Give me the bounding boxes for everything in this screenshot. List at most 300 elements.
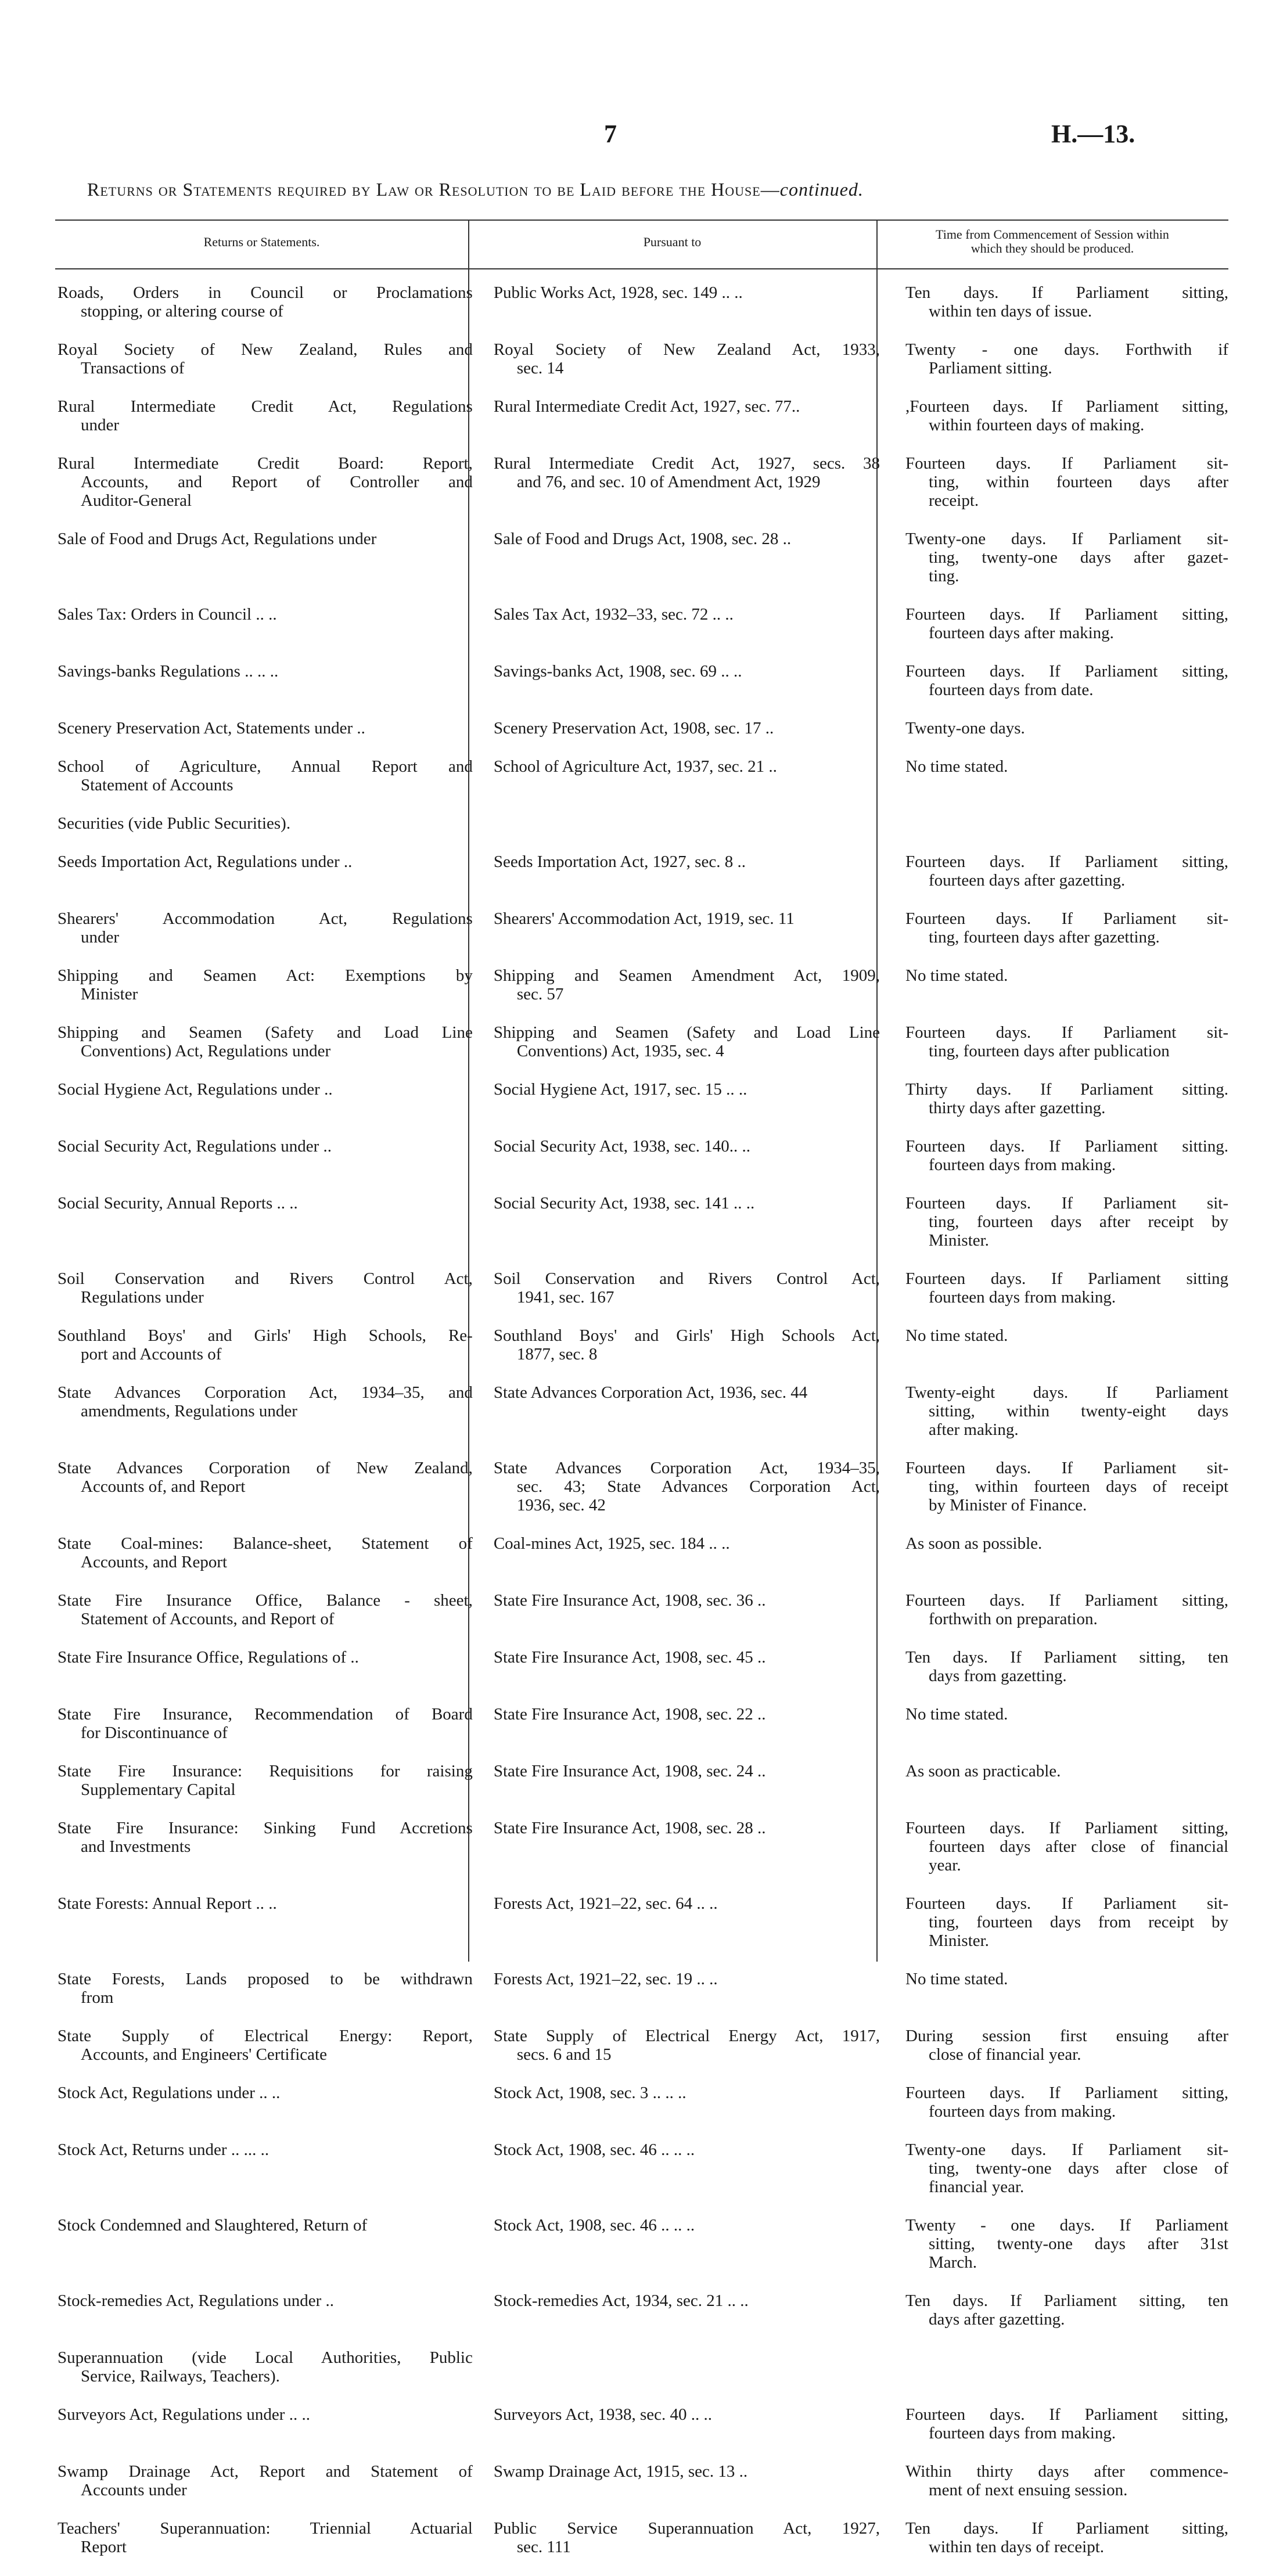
cell-line: State Fire Insurance, Recommendation of Board xyxy=(57,1705,473,1724)
pursuant-cell xyxy=(494,340,880,397)
returns-cell xyxy=(55,1648,473,1705)
cell-line: State Fire Insurance Office, Regulations of .. xyxy=(57,1648,359,1667)
returns-cell xyxy=(55,2462,473,2519)
returns-cell xyxy=(55,909,473,966)
cell-line: fourteen days after gazetting. xyxy=(929,871,1126,890)
cell-line: State Fire Insurance: Sinking Fund Accretions xyxy=(57,1819,473,1837)
returns-cell xyxy=(55,530,473,605)
time-cell xyxy=(905,2140,1228,2216)
cell-line: Auditor-General xyxy=(81,491,192,510)
cell-line: ting, twenty-one days after gazet- xyxy=(929,548,1228,567)
column-header-time xyxy=(876,228,1228,256)
time-cell xyxy=(905,605,1228,662)
cell-line: Ten days. If Parliament sitting, ten xyxy=(905,2291,1228,2310)
time-cell xyxy=(905,1080,1228,1137)
time-cell xyxy=(905,530,1228,605)
returns-cell xyxy=(55,1819,473,1894)
document-reference: H.—13. xyxy=(1051,120,1135,148)
returns-cell xyxy=(55,2027,473,2084)
cell-line: Southland Boys' and Girls' High Schools, Re- xyxy=(57,1326,473,1345)
table-row xyxy=(55,757,1228,814)
cell-line: Rural Intermediate Credit Act, Regulations xyxy=(57,397,473,416)
cell-line: amendments, Regulations under xyxy=(81,1402,297,1420)
time-cell xyxy=(905,2405,1228,2462)
returns-cell xyxy=(55,852,473,909)
pursuant-cell xyxy=(494,2405,880,2462)
cell-line: Seeds Importation Act, 1927, sec. 8 .. xyxy=(493,852,746,871)
returns-cell xyxy=(55,2291,473,2348)
cell-line: ting. xyxy=(929,567,959,585)
cell-line: financial year. xyxy=(929,2178,1025,2196)
cell-line: During session first ensuing after xyxy=(905,2027,1228,2045)
cell-line: Stock Act, Regulations under .. .. xyxy=(57,2084,281,2102)
cell-line: sec. 14 xyxy=(516,359,564,377)
table-row xyxy=(55,2216,1228,2291)
table-row xyxy=(55,852,1228,909)
cell-line: Rural Intermediate Credit Act, 1927, secs. 38 xyxy=(493,454,880,473)
time-cell xyxy=(905,397,1228,454)
pursuant-cell xyxy=(494,662,880,719)
cell-line: Sales Tax Act, 1932–33, sec. 72 .. .. xyxy=(493,605,734,624)
returns-cell xyxy=(55,283,473,340)
pursuant-cell xyxy=(494,1534,880,1591)
cell-line: Superannuation (vide Local Authorities, Public xyxy=(57,2348,473,2367)
cell-line: Minister xyxy=(81,985,138,1003)
table-row xyxy=(55,1648,1228,1705)
returns-cell xyxy=(55,1894,473,1970)
time-cell xyxy=(905,757,1228,814)
table-row xyxy=(55,1705,1228,1762)
cell-line: year. xyxy=(929,1856,961,1875)
pursuant-cell xyxy=(494,397,880,454)
cell-line: Sale of Food and Drugs Act, Regulations under xyxy=(57,530,377,548)
cell-line: fourteen days from making. xyxy=(929,2424,1116,2442)
cell-line: sitting, within twenty-eight days xyxy=(929,1402,1228,1420)
time-cell xyxy=(905,1534,1228,1591)
returns-cell xyxy=(55,814,473,852)
cell-line: Regulations under xyxy=(81,1288,204,1307)
time-cell xyxy=(905,1762,1228,1819)
cell-line: No time stated. xyxy=(905,1970,1008,1988)
pursuant-cell xyxy=(494,814,880,852)
table-row xyxy=(55,1023,1228,1080)
cell-line: Accounts of, and Report xyxy=(81,1477,246,1496)
time-cell xyxy=(905,814,1228,852)
cell-line: under xyxy=(81,416,120,434)
cell-line: fourteen days after making. xyxy=(929,624,1114,642)
pursuant-cell xyxy=(494,1383,880,1459)
returns-cell xyxy=(55,2519,473,2576)
cell-line: receipt. xyxy=(929,491,979,510)
cell-line: sec. 111 xyxy=(516,2538,571,2556)
column-header-time-line2: which they should be produced. xyxy=(971,241,1134,256)
pursuant-cell xyxy=(494,2216,880,2291)
cell-line: 1941, sec. 167 xyxy=(516,1288,614,1307)
cell-line: ting, fourteen days after receipt by xyxy=(929,1213,1228,1231)
returns-cell xyxy=(55,757,473,814)
cell-line: Roads, Orders in Council or Proclamations xyxy=(57,283,473,302)
returns-cell xyxy=(55,1459,473,1534)
cell-line: Royal Society of New Zealand Act, 1933, xyxy=(493,340,880,359)
cell-line: days from gazetting. xyxy=(929,1667,1067,1685)
cell-line: Southland Boys' and Girls' High Schools Act, xyxy=(493,1326,880,1345)
table-row xyxy=(55,605,1228,662)
time-cell xyxy=(905,1269,1228,1326)
cell-line: Stock Act, 1908, sec. 46 .. .. .. xyxy=(493,2216,695,2235)
cell-line: State Coal-mines: Balance-sheet, Statement of xyxy=(57,1534,473,1553)
time-cell xyxy=(905,1819,1228,1894)
table-row xyxy=(55,909,1228,966)
cell-line: Fourteen days. If Parliament sitting, xyxy=(905,2405,1228,2424)
cell-line: As soon as practicable. xyxy=(905,1762,1061,1780)
cell-line: Minister. xyxy=(929,1931,989,1950)
cell-line: Seeds Importation Act, Regulations under .. xyxy=(57,852,353,871)
table-row xyxy=(55,1762,1228,1819)
cell-line: Within thirty days after commence- xyxy=(905,2462,1228,2481)
table-row xyxy=(55,1326,1228,1383)
cell-line: School of Agriculture, Annual Report and xyxy=(57,757,473,776)
cell-line: ting, fourteen days after gazetting. xyxy=(929,928,1160,947)
pursuant-cell xyxy=(494,1705,880,1762)
cell-line: close of financial year. xyxy=(929,2045,1081,2064)
cell-line: Fourteen days. If Parliament sitting, xyxy=(905,2084,1228,2102)
pursuant-cell xyxy=(494,2348,880,2405)
time-cell xyxy=(905,2291,1228,2348)
time-cell xyxy=(905,1591,1228,1648)
cell-line: Statement of Accounts, and Report of xyxy=(81,1610,335,1628)
cell-line: Social Security Act, 1938, sec. 140.. .. xyxy=(493,1137,751,1156)
pursuant-cell xyxy=(494,1137,880,1194)
cell-line: State Fire Insurance Act, 1908, sec. 36 .. xyxy=(493,1591,766,1610)
pursuant-cell xyxy=(494,605,880,662)
returns-cell xyxy=(55,1705,473,1762)
table-row xyxy=(55,454,1228,530)
cell-line: Conventions) Act, 1935, sec. 4 xyxy=(516,1042,724,1060)
cell-line: fourteen days from making. xyxy=(929,2102,1116,2121)
table-row xyxy=(55,340,1228,397)
pursuant-cell xyxy=(494,1970,880,2027)
cell-line: Fourteen days. If Parliament sit- xyxy=(905,1459,1228,1477)
returns-cell xyxy=(55,719,473,757)
table-row xyxy=(55,1080,1228,1137)
pursuant-cell xyxy=(494,2140,880,2216)
cell-line: forthwith on preparation. xyxy=(929,1610,1098,1628)
table-row xyxy=(55,2348,1228,2405)
cell-line: Stock Act, Returns under .. ... .. xyxy=(57,2140,269,2159)
returns-cell xyxy=(55,1137,473,1194)
cell-line: Accounts, and Engineers' Certificate xyxy=(81,2045,327,2064)
cell-line: Fourteen days. If Parliament sit- xyxy=(905,1194,1228,1213)
pursuant-cell xyxy=(494,909,880,966)
cell-line: Fourteen days. If Parliament sit- xyxy=(905,1023,1228,1042)
cell-line: No time stated. xyxy=(905,1326,1008,1345)
cell-line: Stock Act, 1908, sec. 3 .. .. .. xyxy=(493,2084,686,2102)
time-cell xyxy=(905,1383,1228,1459)
cell-line: Accounts, and Report of Controller and xyxy=(81,473,473,491)
pursuant-cell xyxy=(494,2027,880,2084)
cell-line: Shipping and Seamen Act: Exemptions by xyxy=(57,966,473,985)
table-row xyxy=(55,397,1228,454)
table-row xyxy=(55,2405,1228,2462)
cell-line: Social Hygiene Act, Regulations under .. xyxy=(57,1080,333,1099)
cell-line: Accounts under xyxy=(81,2481,187,2499)
cell-line: Social Security, Annual Reports .. .. xyxy=(57,1194,298,1213)
time-cell xyxy=(905,1023,1228,1080)
returns-cell xyxy=(55,1194,473,1269)
cell-line: Sale of Food and Drugs Act, 1908, sec. 28 .. xyxy=(493,530,792,548)
returns-cell xyxy=(55,1534,473,1591)
cell-line: 1877, sec. 8 xyxy=(516,1345,598,1363)
pursuant-cell xyxy=(494,2462,880,2519)
returns-cell xyxy=(55,1269,473,1326)
cell-line: port and Accounts of xyxy=(81,1345,222,1363)
returns-cell xyxy=(55,1762,473,1819)
cell-line: Rural Intermediate Credit Board: Report, xyxy=(57,454,473,473)
table-row xyxy=(55,662,1228,719)
cell-line: State Supply of Electrical Energy Act, 1917, xyxy=(493,2027,880,2045)
cell-line: Shipping and Seamen (Safety and Load Line xyxy=(57,1023,473,1042)
cell-line: Swamp Drainage Act, Report and Statement of xyxy=(57,2462,473,2481)
cell-line: within fourteen days of making. xyxy=(929,416,1145,434)
pursuant-cell xyxy=(494,1894,880,1970)
table-row xyxy=(55,283,1228,340)
table-row xyxy=(55,2140,1228,2216)
cell-line: State Forests: Annual Report .. .. xyxy=(57,1894,277,1913)
time-cell xyxy=(905,852,1228,909)
table-row xyxy=(55,530,1228,605)
returns-cell xyxy=(55,1591,473,1648)
time-cell xyxy=(905,909,1228,966)
cell-line: Soil Conservation and Rivers Control Act, xyxy=(493,1269,880,1288)
table-row xyxy=(55,1194,1228,1269)
cell-line: Social Security Act, Regulations under .. xyxy=(57,1137,332,1156)
cell-line: Minister. xyxy=(929,1231,989,1250)
time-cell xyxy=(905,719,1228,757)
cell-line: Ten days. If Parliament sitting, xyxy=(905,2519,1228,2538)
cell-line: fourteen days after close of financial xyxy=(929,1837,1228,1856)
time-cell xyxy=(905,1459,1228,1534)
time-cell xyxy=(905,283,1228,340)
cell-line: Service, Railways, Teachers). xyxy=(81,2367,280,2386)
table-row xyxy=(55,2027,1228,2084)
cell-line: Royal Society of New Zealand, Rules and xyxy=(57,340,473,359)
cell-line: State Advances Corporation Act, 1936, sec. 44 xyxy=(493,1383,808,1402)
cell-line: Ten days. If Parliament sitting, xyxy=(905,283,1228,302)
cell-line: Scenery Preservation Act, 1908, sec. 17 .. xyxy=(493,719,774,737)
returns-cell xyxy=(55,454,473,530)
cell-line: Stock Act, 1908, sec. 46 .. .. .. xyxy=(493,2140,695,2159)
time-cell xyxy=(905,2216,1228,2291)
column-header-returns: Returns or Statements. xyxy=(203,235,320,249)
time-cell xyxy=(905,340,1228,397)
cell-line: Sales Tax: Orders in Council .. .. xyxy=(57,605,277,624)
cell-line: by Minister of Finance. xyxy=(929,1496,1087,1514)
pursuant-cell xyxy=(494,757,880,814)
returns-cell xyxy=(55,2405,473,2462)
cell-line: Public Works Act, 1928, sec. 149 .. .. xyxy=(493,283,743,302)
returns-cell xyxy=(55,966,473,1023)
table-row xyxy=(55,966,1228,1023)
pursuant-cell xyxy=(494,1459,880,1534)
page-title xyxy=(87,179,1191,200)
cell-line: fourteen days from making. xyxy=(929,1288,1116,1307)
returns-cell xyxy=(55,1080,473,1137)
cell-line: Shipping and Seamen Amendment Act, 1909, xyxy=(493,966,880,985)
header-bottom-rule xyxy=(55,268,1228,269)
title-main: Returns or Statements required by Law or Resolution to be Laid before the House— xyxy=(87,179,780,200)
time-cell xyxy=(905,662,1228,719)
time-cell xyxy=(905,454,1228,530)
cell-line: State Fire Insurance Act, 1908, sec. 28 .. xyxy=(493,1819,766,1837)
cell-line: Statement of Accounts xyxy=(81,776,233,794)
cell-line: within ten days of receipt. xyxy=(929,2538,1105,2556)
returns-cell xyxy=(55,340,473,397)
pursuant-cell xyxy=(494,1591,880,1648)
cell-line: Swamp Drainage Act, 1915, sec. 13 .. xyxy=(493,2462,748,2481)
cell-line: Soil Conservation and Rivers Control Act, xyxy=(57,1269,473,1288)
cell-line: Coal-mines Act, 1925, sec. 184 .. .. xyxy=(493,1534,730,1553)
cell-line: Transactions of xyxy=(81,359,185,377)
table-row xyxy=(55,1534,1228,1591)
returns-cell xyxy=(55,2084,473,2140)
cell-line: ting, within fourteen days after xyxy=(929,473,1228,491)
cell-line: Fourteen days. If Parliament sitting, xyxy=(905,1819,1228,1837)
pursuant-cell xyxy=(494,1819,880,1894)
cell-line: State Advances Corporation Act, 1934–35, xyxy=(493,1459,880,1477)
cell-line: Fourteen days. If Parliament sit- xyxy=(905,454,1228,473)
cell-line: Twenty-one days. If Parliament sit- xyxy=(905,2140,1228,2159)
cell-line: ting, fourteen days after publication xyxy=(929,1042,1170,1060)
cell-line: Fourteen days. If Parliament sitting xyxy=(905,1269,1228,1288)
table-row xyxy=(55,1383,1228,1459)
cell-line: Twenty - one days. Forthwith if xyxy=(905,340,1228,359)
cell-line: sec. 57 xyxy=(516,985,564,1003)
time-cell xyxy=(905,966,1228,1023)
pursuant-cell xyxy=(494,1326,880,1383)
returns-cell xyxy=(55,1383,473,1459)
table-row xyxy=(55,1137,1228,1194)
cell-line: thirty days after gazetting. xyxy=(929,1099,1106,1117)
returns-cell xyxy=(55,2216,473,2291)
returns-cell xyxy=(55,605,473,662)
cell-line: State Fire Insurance Act, 1908, sec. 24 .. xyxy=(493,1762,766,1780)
cell-line: State Fire Insurance: Requisitions for raising xyxy=(57,1762,473,1780)
pursuant-cell xyxy=(494,2084,880,2140)
pursuant-cell xyxy=(494,852,880,909)
pursuant-cell xyxy=(494,1080,880,1137)
cell-line: sitting, twenty-one days after 31st xyxy=(929,2235,1228,2253)
page-number: 7 xyxy=(604,120,617,148)
returns-cell xyxy=(55,662,473,719)
table-row xyxy=(55,719,1228,757)
cell-line: Twenty-one days. If Parliament sit- xyxy=(905,530,1228,548)
cell-line: State Fire Insurance Act, 1908, sec. 45 .. xyxy=(493,1648,766,1667)
cell-line: days after gazetting. xyxy=(929,2310,1065,2329)
table-row xyxy=(55,1269,1228,1326)
cell-line: State Fire Insurance Act, 1908, sec. 22 .. xyxy=(493,1705,766,1724)
cell-line: Rural Intermediate Credit Act, 1927, sec. 77.. xyxy=(493,397,800,416)
cell-line: State Fire Insurance Office, Balance - sheet, xyxy=(57,1591,473,1610)
time-cell xyxy=(905,1326,1228,1383)
time-cell xyxy=(905,2462,1228,2519)
cell-line: Ten days. If Parliament sitting, ten xyxy=(905,1648,1228,1667)
cell-line: Parliament sitting. xyxy=(929,359,1052,377)
cell-line: Twenty - one days. If Parliament xyxy=(905,2216,1228,2235)
cell-line: Thirty days. If Parliament sitting. xyxy=(905,1080,1228,1099)
time-cell xyxy=(905,2027,1228,2084)
table-row xyxy=(55,2084,1228,2140)
cell-line: Surveyors Act, 1938, sec. 40 .. .. xyxy=(493,2405,712,2424)
cell-line: for Discontinuance of xyxy=(81,1724,228,1742)
cell-line: No time stated. xyxy=(905,757,1008,776)
time-cell xyxy=(905,1705,1228,1762)
cell-line: ting, twenty-one days after close of xyxy=(929,2159,1228,2178)
pursuant-cell xyxy=(494,1194,880,1269)
pursuant-cell xyxy=(494,2519,880,2576)
cell-line: ,Fourteen days. If Parliament sitting, xyxy=(905,397,1228,416)
cell-line: State Forests, Lands proposed to be withdrawn xyxy=(57,1970,473,1988)
cell-line: Stock-remedies Act, Regulations under .. xyxy=(57,2291,334,2310)
cell-line: Surveyors Act, Regulations under .. .. xyxy=(57,2405,310,2424)
time-cell xyxy=(905,1194,1228,1269)
cell-line: Fourteen days. If Parliament sitting, xyxy=(905,852,1228,871)
pursuant-cell xyxy=(494,1023,880,1080)
returns-cell xyxy=(55,2140,473,2216)
pursuant-cell xyxy=(494,719,880,757)
cell-line: ting, within fourteen days of receipt xyxy=(929,1477,1228,1496)
cell-line: stopping, or altering course of xyxy=(81,302,283,321)
column-header-pursuant: Pursuant to xyxy=(643,235,702,249)
cell-line: Twenty-one days. xyxy=(905,719,1025,737)
cell-line: Fourteen days. If Parliament sitting, xyxy=(905,1591,1228,1610)
pursuant-cell xyxy=(494,530,880,605)
cell-line: under xyxy=(81,928,120,947)
cell-line: from xyxy=(81,1988,114,2007)
cell-line: March. xyxy=(929,2253,977,2272)
table-row xyxy=(55,1894,1228,1970)
cell-line: Supplementary Capital xyxy=(81,1780,236,1799)
cell-line: State Advances Corporation of New Zealand, xyxy=(57,1459,473,1477)
cell-line: secs. 6 and 15 xyxy=(516,2045,612,2064)
cell-line: Public Service Superannuation Act, 1927, xyxy=(493,2519,880,2538)
returns-cell xyxy=(55,1023,473,1080)
time-cell xyxy=(905,1970,1228,2027)
cell-line: 1936, sec. 42 xyxy=(516,1496,606,1514)
time-cell xyxy=(905,2348,1228,2405)
cell-line: Report xyxy=(81,2538,127,2556)
cell-line: Social Hygiene Act, 1917, sec. 15 .. .. xyxy=(493,1080,747,1099)
cell-line: Fourteen days. If Parliament sit- xyxy=(905,909,1228,928)
pursuant-cell xyxy=(494,2291,880,2348)
time-cell xyxy=(905,1648,1228,1705)
table-row xyxy=(55,2519,1228,2576)
cell-line: Shearers' Accommodation Act, 1919, sec. 11 xyxy=(493,909,795,928)
returns-table-body xyxy=(55,283,1228,2576)
pursuant-cell xyxy=(494,966,880,1023)
cell-line: Social Security Act, 1938, sec. 141 .. .. xyxy=(493,1194,755,1213)
title-continued: continued. xyxy=(779,179,864,200)
cell-line: State Advances Corporation Act, 1934–35, and xyxy=(57,1383,473,1402)
cell-line: fourteen days from making. xyxy=(929,1156,1116,1174)
cell-line: Twenty-eight days. If Parliament xyxy=(905,1383,1228,1402)
pursuant-cell xyxy=(494,1648,880,1705)
time-cell xyxy=(905,1137,1228,1194)
cell-line: No time stated. xyxy=(905,1705,1008,1724)
cell-line: Forests Act, 1921–22, sec. 64 .. .. xyxy=(493,1894,718,1913)
cell-line: Accounts, and Report xyxy=(81,1553,228,1571)
time-cell xyxy=(905,2519,1228,2576)
cell-line: Shipping and Seamen (Safety and Load Line xyxy=(493,1023,880,1042)
